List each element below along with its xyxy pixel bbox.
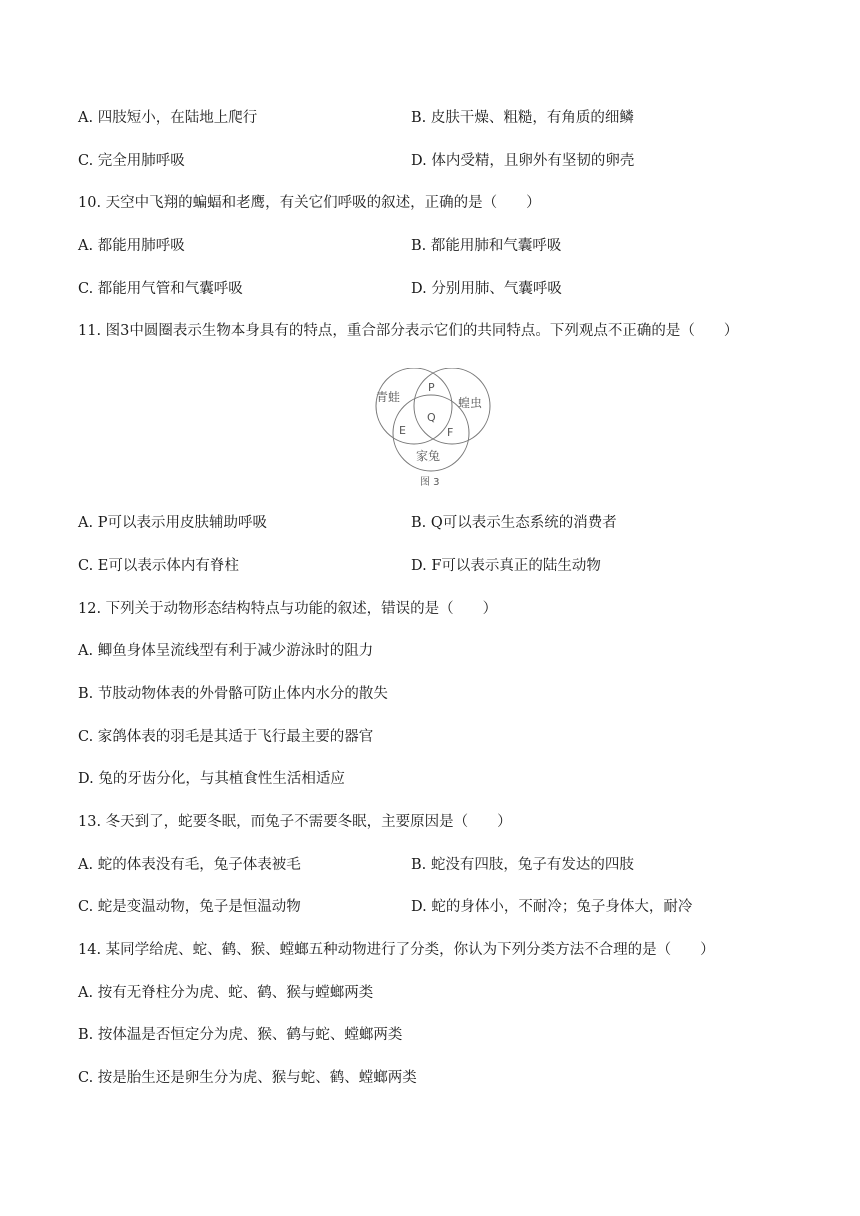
q12-option-a: A. 鲫鱼身体呈流线型有利于减少游泳时的阻力: [78, 643, 374, 659]
q11-option-a: A. P可以表示用皮肤辅助呼吸: [78, 515, 267, 531]
q13-option-a: A. 蛇的体表没有毛，兔子体表被毛: [78, 857, 301, 873]
label-locust: 蝗虫: [458, 396, 483, 410]
q11-stem: 11. 图3中圆圈表示生物本身具有的特点，重合部分表示它们的共同特点。下列观点不正确的是（ ）: [78, 323, 739, 339]
q13-option-d: D. 蛇的身体小，不耐冷；兔子身体大，耐冷: [411, 899, 693, 915]
label-q: Q: [427, 411, 436, 424]
q13-option-c: C. 蛇是变温动物，兔子是恒温动物: [78, 899, 301, 915]
venn-diagram-figure: [370, 368, 494, 490]
q12-stem: 12. 下列关于动物形态结构特点与功能的叙述，错误的是（ ）: [78, 601, 498, 617]
q14-option-a: A. 按有无脊柱分为虎、蛇、鹤、猴与螳螂两类: [78, 985, 374, 1001]
q9-option-d: D. 体内受精，且卵外有坚韧的卵壳: [411, 153, 635, 169]
q9-option-c: C. 完全用肺呼吸: [78, 153, 185, 169]
q13-option-b: B. 蛇没有四肢，兔子有发达的四肢: [411, 857, 634, 873]
q11-option-b: B. Q可以表示生态系统的消费者: [411, 515, 617, 531]
label-rabbit: 家兔: [416, 449, 441, 463]
q10-option-a: A. 都能用肺呼吸: [78, 238, 185, 254]
q14-option-c: C. 按是胎生还是卵生分为虎、猴与蛇、鹤、螳螂两类: [78, 1070, 417, 1086]
q10-option-b: B. 都能用肺和气囊呼吸: [411, 238, 562, 254]
label-p: P: [428, 381, 435, 394]
q10-option-d: D. 分别用肺、气囊呼吸: [411, 281, 562, 297]
q9-option-b: B. 皮肤干燥、粗糙，有角质的细鳞: [411, 110, 634, 126]
q11-option-c: C. E可以表示体内有脊柱: [78, 558, 239, 574]
q14-stem: 14. 某同学给虎、蛇、鹤、猴、螳螂五种动物进行了分类，你认为下列分类方法不合理的是（ ）: [78, 942, 715, 958]
q9-option-a: A. 四肢短小，在陆地上爬行: [78, 110, 258, 126]
q12-option-c: C. 家鸽体表的羽毛是其适于飞行最主要的器官: [78, 729, 374, 745]
q11-option-d: D. F可以表示真正的陆生动物: [411, 558, 601, 574]
figure-caption: 图 3: [420, 477, 440, 488]
q12-option-b: B. 节肢动物体表的外骨骼可防止体内水分的散失: [78, 686, 388, 702]
q10-option-c: C. 都能用气管和气囊呼吸: [78, 281, 243, 297]
q13-stem: 13. 冬天到了，蛇要冬眠，而兔子不需要冬眠，主要原因是（ ）: [78, 814, 512, 830]
label-frog: 青蛙: [376, 390, 401, 404]
label-e: E: [399, 424, 406, 437]
q10-stem: 10. 天空中飞翔的蝙蝠和老鹰，有关它们呼吸的叙述，正确的是（ ）: [78, 195, 541, 211]
q12-option-d: D. 兔的牙齿分化，与其植食性生活相适应: [78, 771, 345, 787]
q14-option-b: B. 按体温是否恒定分为虎、猴、鹤与蛇、螳螂两类: [78, 1027, 403, 1043]
label-f: F: [447, 426, 454, 439]
